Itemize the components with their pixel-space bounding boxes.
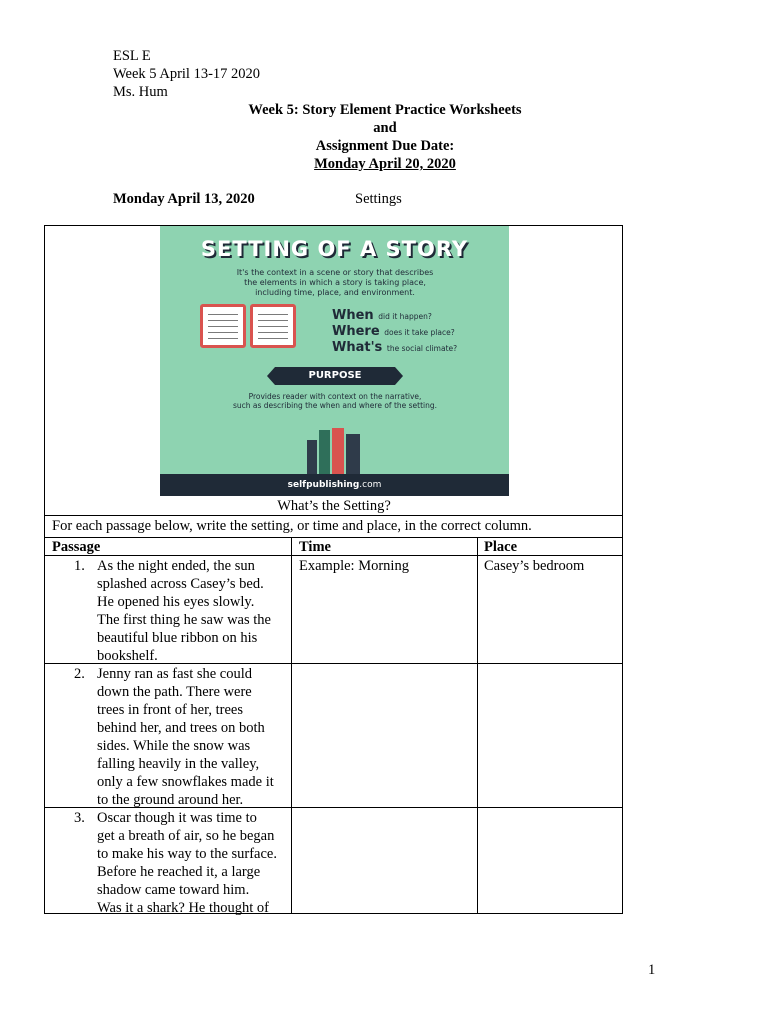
poster-description: It's the context in a scene or story that describes the elements in which a story is taking place, including time, place, and environment. [236, 268, 434, 297]
title-line-3: Assignment Due Date: [315, 138, 455, 154]
passage-text: Jenny ran as fast she could down the path. There were trees in front of her, trees behind her, and trees on both sides. While the snow was falling heavily in the valley, only a few snowflakes made it to the ground around her. [97, 666, 274, 808]
passage-text: As the night ended, the sun splashed across Casey’s bed. He opened his eyes slowly. The first thing he saw was the beautiful blue ribbon on his bookshelf. [97, 558, 271, 664]
due-date: Monday April 20, 2020 [314, 156, 456, 172]
column-header-passage: Passage [52, 539, 101, 555]
course-name: ESL E [113, 48, 151, 64]
poster-question-when: When did it happen? [332, 308, 432, 323]
poster-question-what: What's the social climate? [332, 340, 458, 355]
worksheet-heading: What’s the Setting? [277, 498, 391, 514]
day-topic: Settings [355, 191, 402, 207]
poster-title: SETTING OF A STORY [200, 237, 469, 261]
purpose-description: Provides reader with context on the narrative, such as describing the when and where of the setting. [232, 392, 438, 410]
column-header-place: Place [484, 539, 518, 555]
place-cell[interactable]: Casey’s bedroom [484, 558, 585, 574]
setting-poster-image [160, 226, 509, 496]
poster-question-where: Where does it take place? [332, 324, 455, 339]
passage-text: Oscar though it was time to get a breath of air, so he began to make his way to the surface. Before he reached it, a large shadow came toward him. Was it a shark? He thought of [97, 810, 277, 916]
stacked-books-icon [307, 428, 363, 474]
worksheet-instruction: For each passage below, write the setting, or time and place, in the correct column. [52, 518, 532, 534]
teacher-name: Ms. Hum [113, 84, 168, 100]
column-header-time: Time [299, 539, 331, 555]
page-number: 1 [648, 962, 656, 978]
title-line-2: and [373, 120, 397, 136]
time-cell[interactable]: Example: Morning [299, 558, 409, 574]
purpose-ribbon: PURPOSE [275, 367, 395, 385]
open-book-icon [200, 304, 304, 352]
day-date: Monday April 13, 2020 [113, 191, 255, 207]
poster-footer: selfpublishing.com [160, 474, 509, 496]
title-line-1: Week 5: Story Element Practice Worksheets [248, 102, 522, 118]
week-line: Week 5 April 13-17 2020 [113, 66, 261, 82]
